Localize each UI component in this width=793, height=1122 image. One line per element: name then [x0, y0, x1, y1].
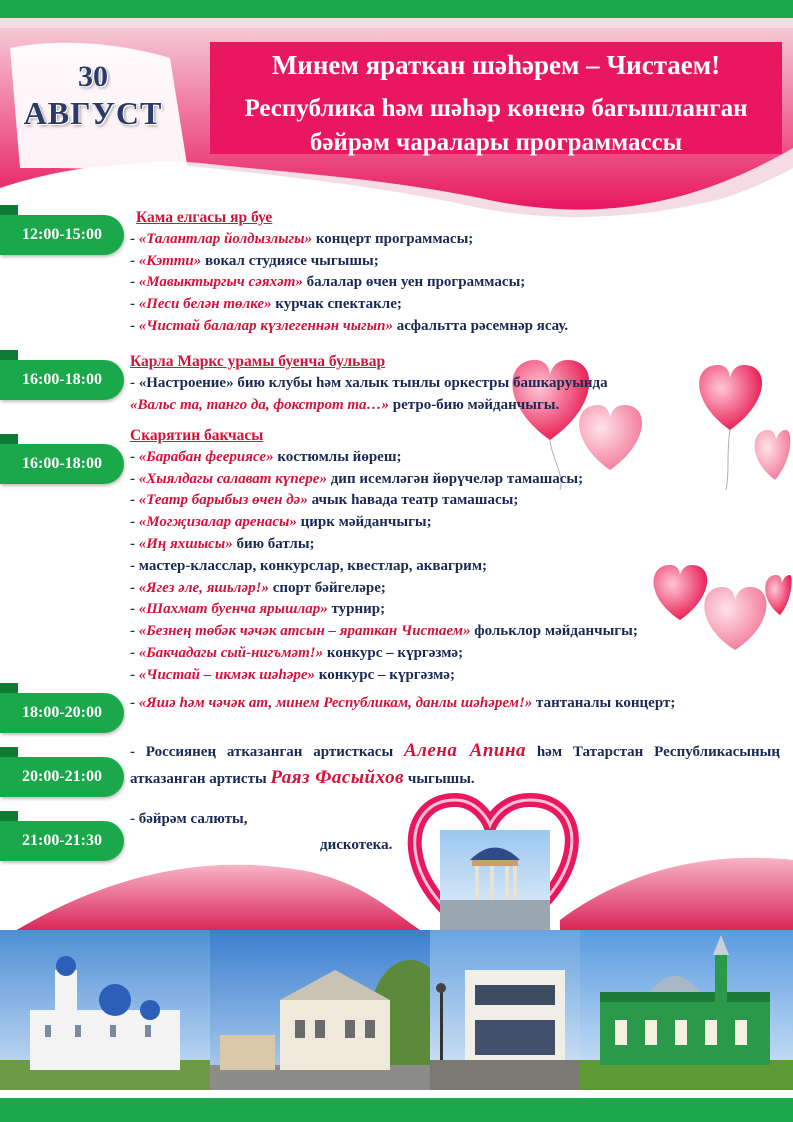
venue-title: Кама елгасы яр буе — [136, 209, 273, 226]
list-item: - «Бакчадагы сый-нигъмәт!» конкурс – күргәзмә; — [130, 644, 464, 661]
page-title: Минем яраткан шәһәрем – Чистаем! — [271, 50, 721, 80]
list-item: - мастер-класслар, конкурслар, квестлар, аквагрим; — [130, 557, 488, 574]
subtitle-line-1: Республика һәм шәһәр көненә багышланган — [244, 95, 748, 122]
date-day: 30 — [78, 60, 108, 93]
subtitle-line-2: бәйрәм чаралары программассы — [309, 129, 683, 156]
list-item: - «Яшә һәм чәчәк ат, минем Республикам, данлы шәһәрем!» тантаналы концерт; — [130, 695, 676, 711]
list-item: - «Талантлар йолдызлыгы» концерт программасы; — [130, 230, 474, 247]
list-item: «Вальс та, танго да, фокстрот та…» ретро-бию мәйданчыгы. — [130, 396, 560, 413]
program-block-1 — [130, 207, 780, 338]
list-item: - «Театр барыбыз өчен дә» ачык һавада театр тамашасы; — [130, 492, 519, 509]
bottom-green-bar — [0, 1098, 793, 1122]
date-month: АВГУСТ — [23, 95, 163, 131]
rotunda-photo — [440, 830, 550, 930]
list-item: - «Безнең төбәк чәчәк атсын – яраткан Чистаем» фольклор мәйданчыгы; — [130, 623, 638, 640]
list-item: - Россиянең атказанган артисткасы Алена Апина һәм Татарстан Республикасының атказанган артисты Раяз Фасыйхов чыгышы. — [130, 740, 780, 788]
list-item: - «Могҗизалар аренасы» цирк мәйданчыгы; — [130, 514, 432, 531]
date-badge — [14, 60, 172, 132]
list-item: - «Песи белән төлке» курчак спектакле; — [130, 296, 402, 313]
time-tab-3: 16:00-18:00 — [0, 444, 124, 484]
program-block-4 — [130, 693, 780, 715]
title-box — [210, 42, 782, 154]
program-block-2 — [130, 351, 780, 416]
list-item: - «Настроение» бию клубы һәм халык тынлы оркестры башкаруында — [130, 374, 608, 391]
list-item: - «Кэтти» вокал студиясе чыгышы; — [130, 252, 379, 269]
list-item: - «Чистай – икмәк шәһәре» конкурс – күргәзмә; — [130, 666, 455, 683]
list-item: - «Хыялдагы салават күпере» дип исемләгән йөрүчеләр тамашасы; — [130, 470, 584, 487]
time-tab-1: 12:00-15:00 — [0, 215, 124, 255]
venue-title: Карла Маркс урамы буенча бульвар — [130, 353, 386, 370]
artist-name-1: Алена Апина — [403, 740, 527, 761]
program-block-5 — [130, 738, 780, 792]
list-item: - «Мавыктыргыч сәяхәт» балалар өчен уен программасы; — [130, 274, 526, 291]
bottom-ribbon — [0, 790, 793, 940]
list-item: - «Ягез әле, яшьләр!» спорт бәйгеләре; — [130, 579, 386, 596]
venue-title: Скарятин бакчасы — [130, 427, 264, 444]
time-tab-6: 21:00-21:30 — [0, 821, 124, 861]
time-tab-5: 20:00-21:00 — [0, 757, 124, 797]
list-item: - «Шахмат буенча ярышлар» турнир; — [130, 601, 386, 618]
old-building-photo — [210, 930, 430, 1090]
cathedral-photo — [0, 930, 210, 1090]
list-item: - бәйрәм салюты, — [130, 811, 248, 827]
theatre-photo — [430, 930, 580, 1090]
page-subtitle — [210, 92, 782, 160]
list-item: - «Чистай балалар күзлегеннән чыгып» асфальтта рәсемнәр ясау. — [130, 317, 569, 334]
program-block-3 — [130, 425, 780, 687]
time-tab-2: 16:00-18:00 — [0, 360, 124, 400]
list-item: - «Барабан феериясе» костюмлы йөреш; — [130, 448, 402, 465]
artist-name-2: Раяз Фасыйхов — [270, 767, 405, 788]
time-tab-4: 18:00-20:00 — [0, 693, 124, 733]
list-item: - «Иң яхшысы» бию батлы; — [130, 535, 315, 552]
list-item: дискотека. — [320, 837, 393, 853]
block1-list — [130, 229, 780, 338]
mosque-photo — [580, 930, 793, 1090]
